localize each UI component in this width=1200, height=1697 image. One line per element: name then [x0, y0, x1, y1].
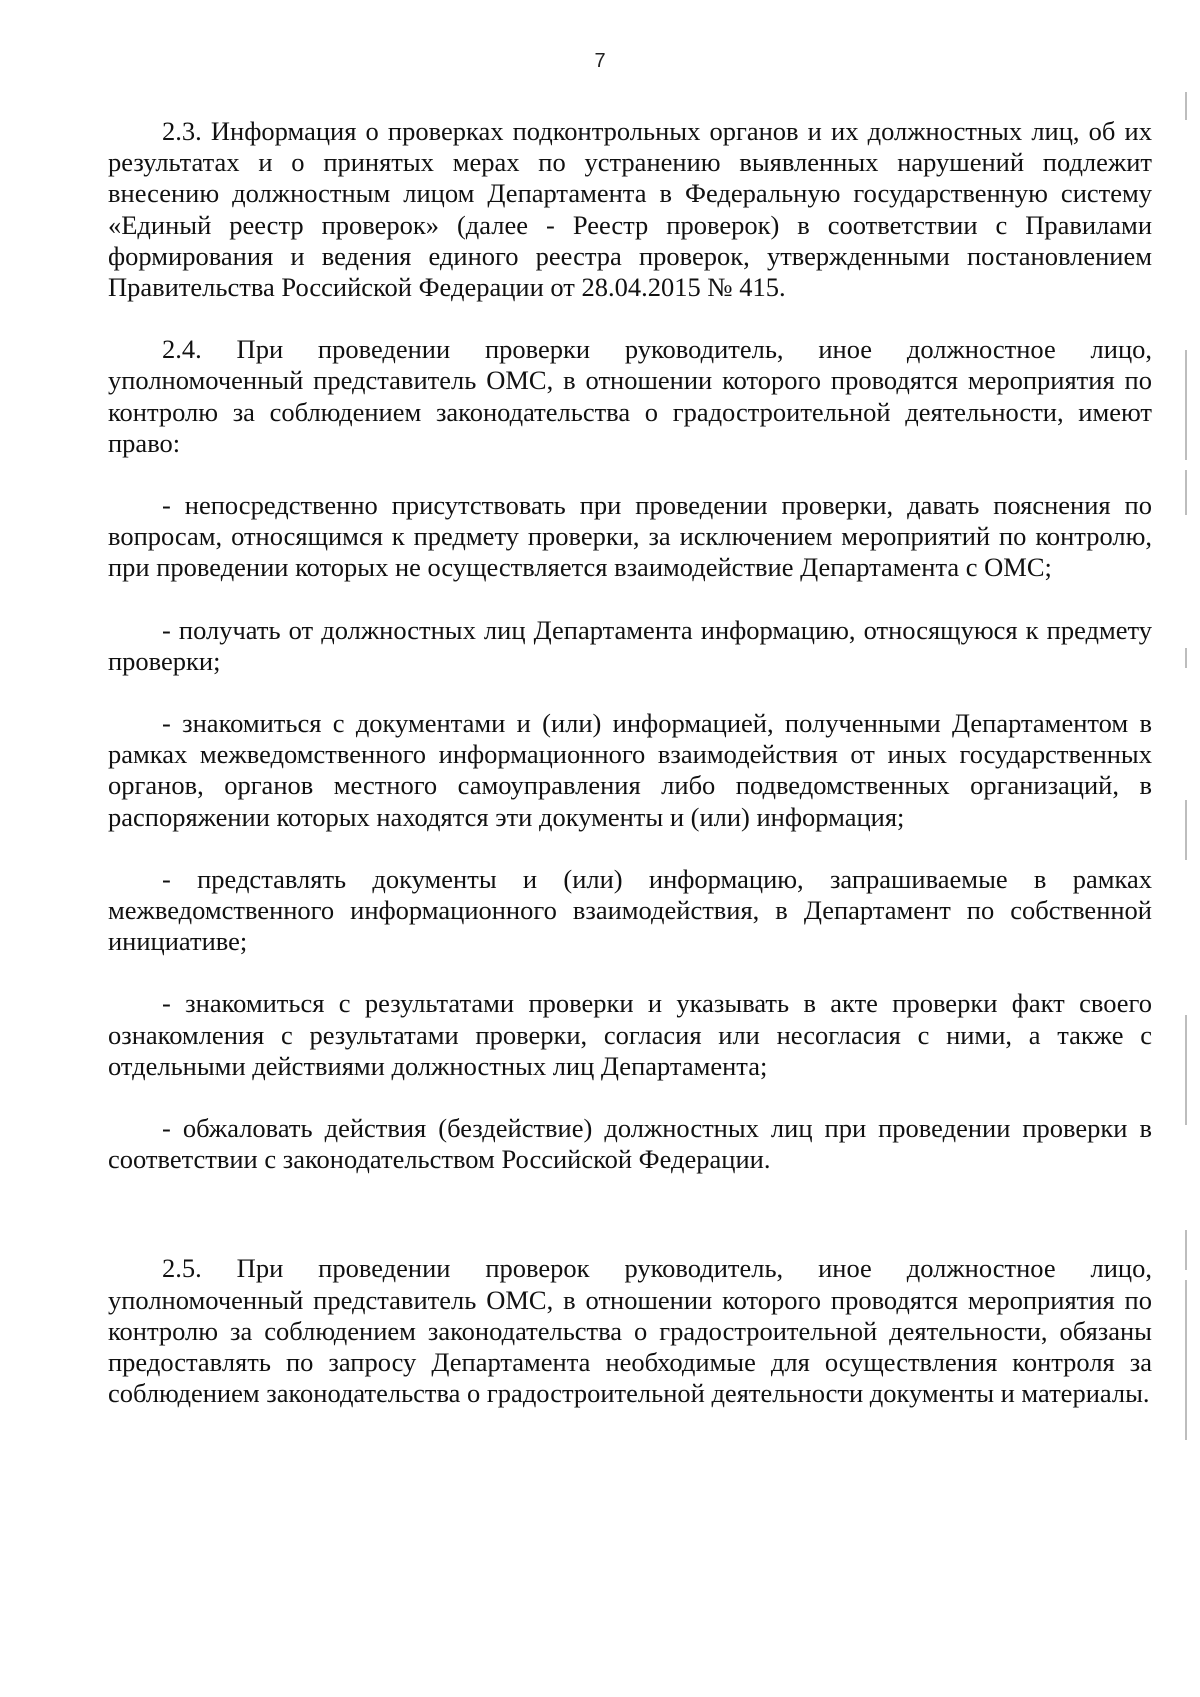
list-item-review-results: - знакомиться с результатами проверки и указывать в акте проверки факт своего ознакомления с результатами проверки, согласия или несогласия с ними, а также с отдельными действиями должностных лиц Департамента;: [108, 988, 1152, 1081]
paragraph-2-4: 2.4. При проведении проверки руководитель, иное должностное лицо, уполномоченный представитель ОМС, в отношении которого проводятся мероприятия по контролю за соблюдением законодательства о градостроительной деятельности, имеют право:: [108, 334, 1152, 458]
list-item-receive-information: - получать от должностных лиц Департамента информацию, относящуюся к предмету проверки;: [108, 614, 1152, 676]
scan-edge-mark: [1185, 1280, 1187, 1440]
scan-edge-mark: [1185, 1015, 1187, 1125]
scan-edge-mark: [1185, 470, 1187, 515]
document-body: [108, 116, 1152, 1441]
list-item-submit-documents: - представлять документы и (или) информацию, запрашиваемые в рамках межведомственного информационного взаимодействия, в Департамент по собственной инициативе;: [108, 863, 1152, 957]
scan-edge-mark: [1185, 92, 1187, 120]
list-item-review-documents: - знакомиться с документами и (или) информацией, полученными Департаментом в рамках межведомственного информационного взаимодействия от иных государственных органов, органов местного самоуправления либо подведомственных организаций, в распоряжении которых находятся эти документы и (или) информация;: [108, 708, 1152, 832]
paragraph-2-3: 2.3. Информация о проверках подконтрольных органов и их должностных лиц, об их результатах и о принятых мерах по устранению выявленных нарушений подлежит внесению должностным лицом Департамента в Федеральную государственную систему «Единый реестр проверок» (далее - Реестр проверок) в соответствии с Правилами формирования и ведения единого реестра проверок, утвержденными постановлением Правительства Российской Федерации от 28.04.2015 № 415.: [108, 116, 1152, 303]
scan-edge-mark: [1185, 350, 1187, 460]
list-item-appeal-actions: - обжаловать действия (бездействие) должностных лиц при проведении проверки в соответствии с законодательством Российской Федерации.: [108, 1113, 1152, 1175]
scan-edge-mark: [1185, 800, 1187, 860]
page-number: 7: [594, 50, 606, 72]
scan-edge-mark: [1185, 648, 1187, 668]
list-item-attend-inspection: - непосредственно присутствовать при проведении проверки, давать пояснения по вопросам, относящимся к предмету проверки, за исключением мероприятий по контролю, при проведении которых не осуществляется взаимодействие Департамента с ОМС;: [108, 490, 1152, 583]
scan-edge-mark: [1185, 1230, 1187, 1270]
paragraph-2-5: 2.5. При проведении проверок руководитель, иное должностное лицо, уполномоченный представитель ОМС, в отношении которого проводятся мероприятия по контролю за соблюдением законодательства о градостроительной деятельности, обязаны предоставлять по запросу Департамента необходимые для осуществления контроля за соблюдением законодательства о градостроительной деятельности документы и материалы.: [108, 1253, 1152, 1409]
